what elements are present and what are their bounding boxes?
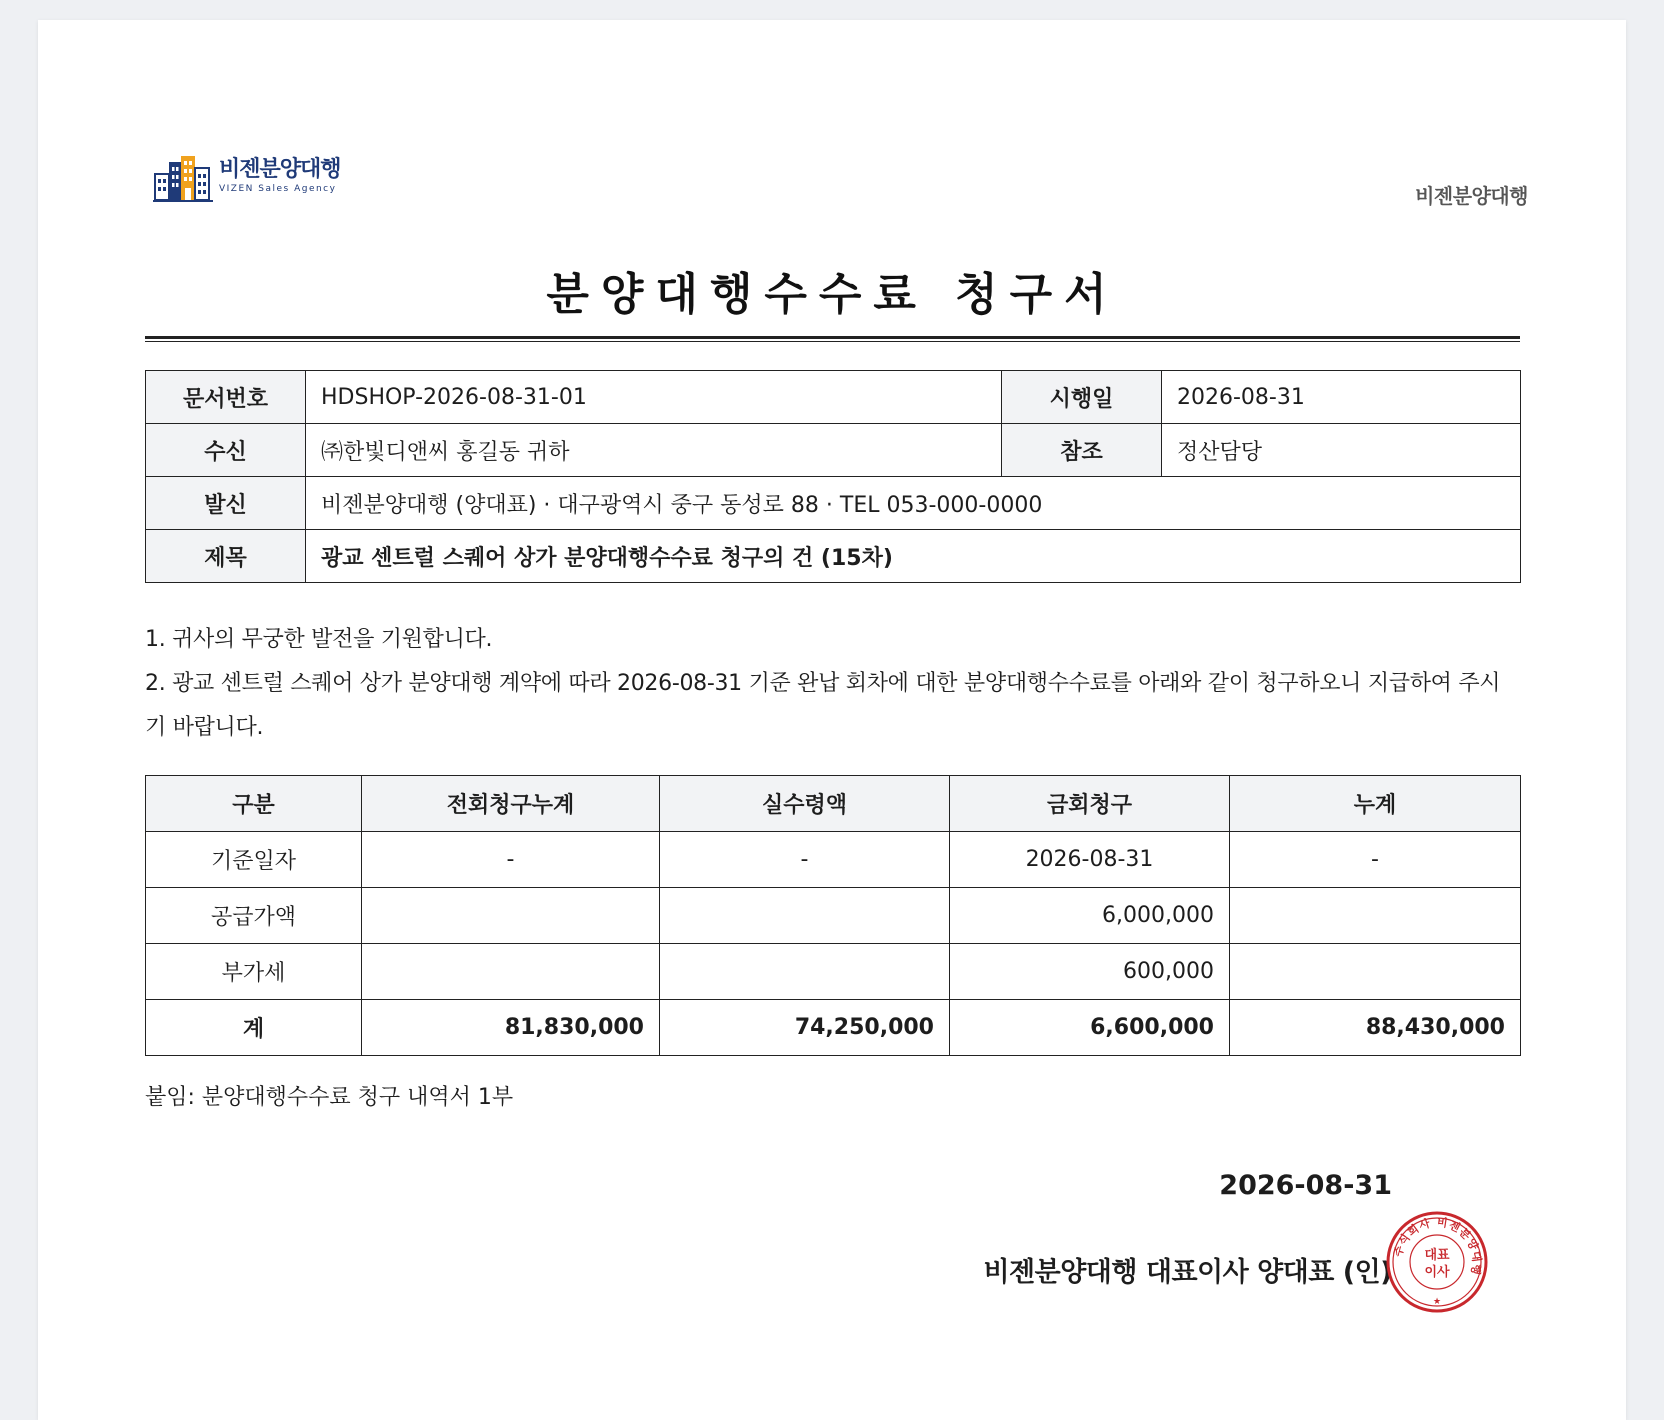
table-cell: - — [660, 832, 950, 888]
col-header-current-claim: 금회청구 — [950, 776, 1230, 832]
table-cell: 공급가액 — [146, 888, 362, 944]
table-cell: - — [1230, 832, 1521, 888]
table-cell: 부가세 — [146, 944, 362, 1000]
issue-date-value: 2026-08-31 — [1162, 371, 1521, 424]
doc-number-value: HDSHOP-2026-08-31-01 — [306, 371, 1002, 424]
table-cell — [1230, 888, 1521, 944]
company-seal-stamp — [1385, 1210, 1489, 1314]
sender-value: 비젠분양대행 (양대표) · 대구광역시 중구 동성로 88 · TEL 053-000-0000 — [306, 477, 1521, 530]
title-divider — [145, 336, 1520, 342]
building-logo-icon — [153, 152, 215, 204]
table-cell — [660, 944, 950, 1000]
subject-value: 광교 센트럴 스퀘어 상가 분양대행수수료 청구의 건 (15차) — [306, 530, 1521, 583]
signature-date: 2026-08-31 — [1219, 1170, 1392, 1201]
brand-logo — [153, 152, 341, 204]
table-cell: - — [362, 832, 660, 888]
col-header-previous-total: 전회청구누계 — [362, 776, 660, 832]
document-paper — [38, 20, 1626, 1420]
total-label: 계 — [146, 1000, 362, 1056]
table-cell — [1230, 944, 1521, 1000]
table-row — [146, 888, 1521, 944]
table-cell: 기준일자 — [146, 832, 362, 888]
table-cell: 6,000,000 — [950, 888, 1230, 944]
sender-label: 발신 — [146, 477, 306, 530]
table-total-row — [146, 1000, 1521, 1056]
info-row — [146, 530, 1521, 583]
brand-name: 비젠분양대행 — [219, 157, 341, 182]
document-info-table — [145, 370, 1521, 583]
issue-date-label: 시행일 — [1002, 371, 1162, 424]
recipient-label: 수신 — [146, 424, 306, 477]
table-row — [146, 944, 1521, 1000]
table-cell — [362, 944, 660, 1000]
total-current: 6,600,000 — [950, 1000, 1230, 1056]
seal-center-text-2: 이사 — [1424, 1265, 1450, 1280]
document-title: 분양대행수수료 청구서 — [546, 269, 1119, 320]
fee-table — [145, 775, 1521, 1056]
info-row — [146, 424, 1521, 477]
seal-center-text-1: 대표 — [1424, 1248, 1450, 1263]
table-cell — [660, 888, 950, 944]
table-cell: 2026-08-31 — [950, 832, 1230, 888]
seal-star-icon: ★ — [1432, 1297, 1442, 1307]
col-header-category: 구분 — [146, 776, 362, 832]
col-header-cumulative: 누계 — [1230, 776, 1521, 832]
attachment-note: 붙임: 분양대행수수료 청구 내역서 1부 — [145, 1085, 514, 1110]
brand-text — [219, 152, 341, 194]
seal-ring-text: 주식회사 비젠분양대행 — [1391, 1215, 1484, 1277]
total-previous: 81,830,000 — [362, 1000, 660, 1056]
col-header-received: 실수령액 — [660, 776, 950, 832]
table-cell: 600,000 — [950, 944, 1230, 1000]
signature-name: 비젠분양대행 대표이사 양대표 (인) — [983, 1257, 1392, 1288]
fee-table-header-row — [146, 776, 1521, 832]
reference-label: 참조 — [1002, 424, 1162, 477]
info-row — [146, 477, 1521, 530]
header-company-name: 비젠분양대행 — [1415, 184, 1528, 208]
doc-number-label: 문서번호 — [146, 371, 306, 424]
table-cell — [362, 888, 660, 944]
body-paragraph-2: 2. 광교 센트럴 스퀘어 상가 분양대행 계약에 따라 2026-08-31 기준 완납 회차에 대한 분양대행수수료를 아래와 같이 청구하오니 지급하여 주시기 바랍니다. — [145, 671, 1501, 740]
body-paragraph-1: 1. 귀사의 무궁한 발전을 기원합니다. — [145, 627, 493, 652]
total-cumulative: 88,430,000 — [1230, 1000, 1521, 1056]
reference-value: 정산담당 — [1162, 424, 1521, 477]
total-received: 74,250,000 — [660, 1000, 950, 1056]
table-row — [146, 832, 1521, 888]
brand-subtitle: VIZEN Sales Agency — [219, 184, 337, 194]
info-row — [146, 371, 1521, 424]
subject-label: 제목 — [146, 530, 306, 583]
recipient-value: ㈜한빛디앤씨 홍길동 귀하 — [306, 424, 1002, 477]
